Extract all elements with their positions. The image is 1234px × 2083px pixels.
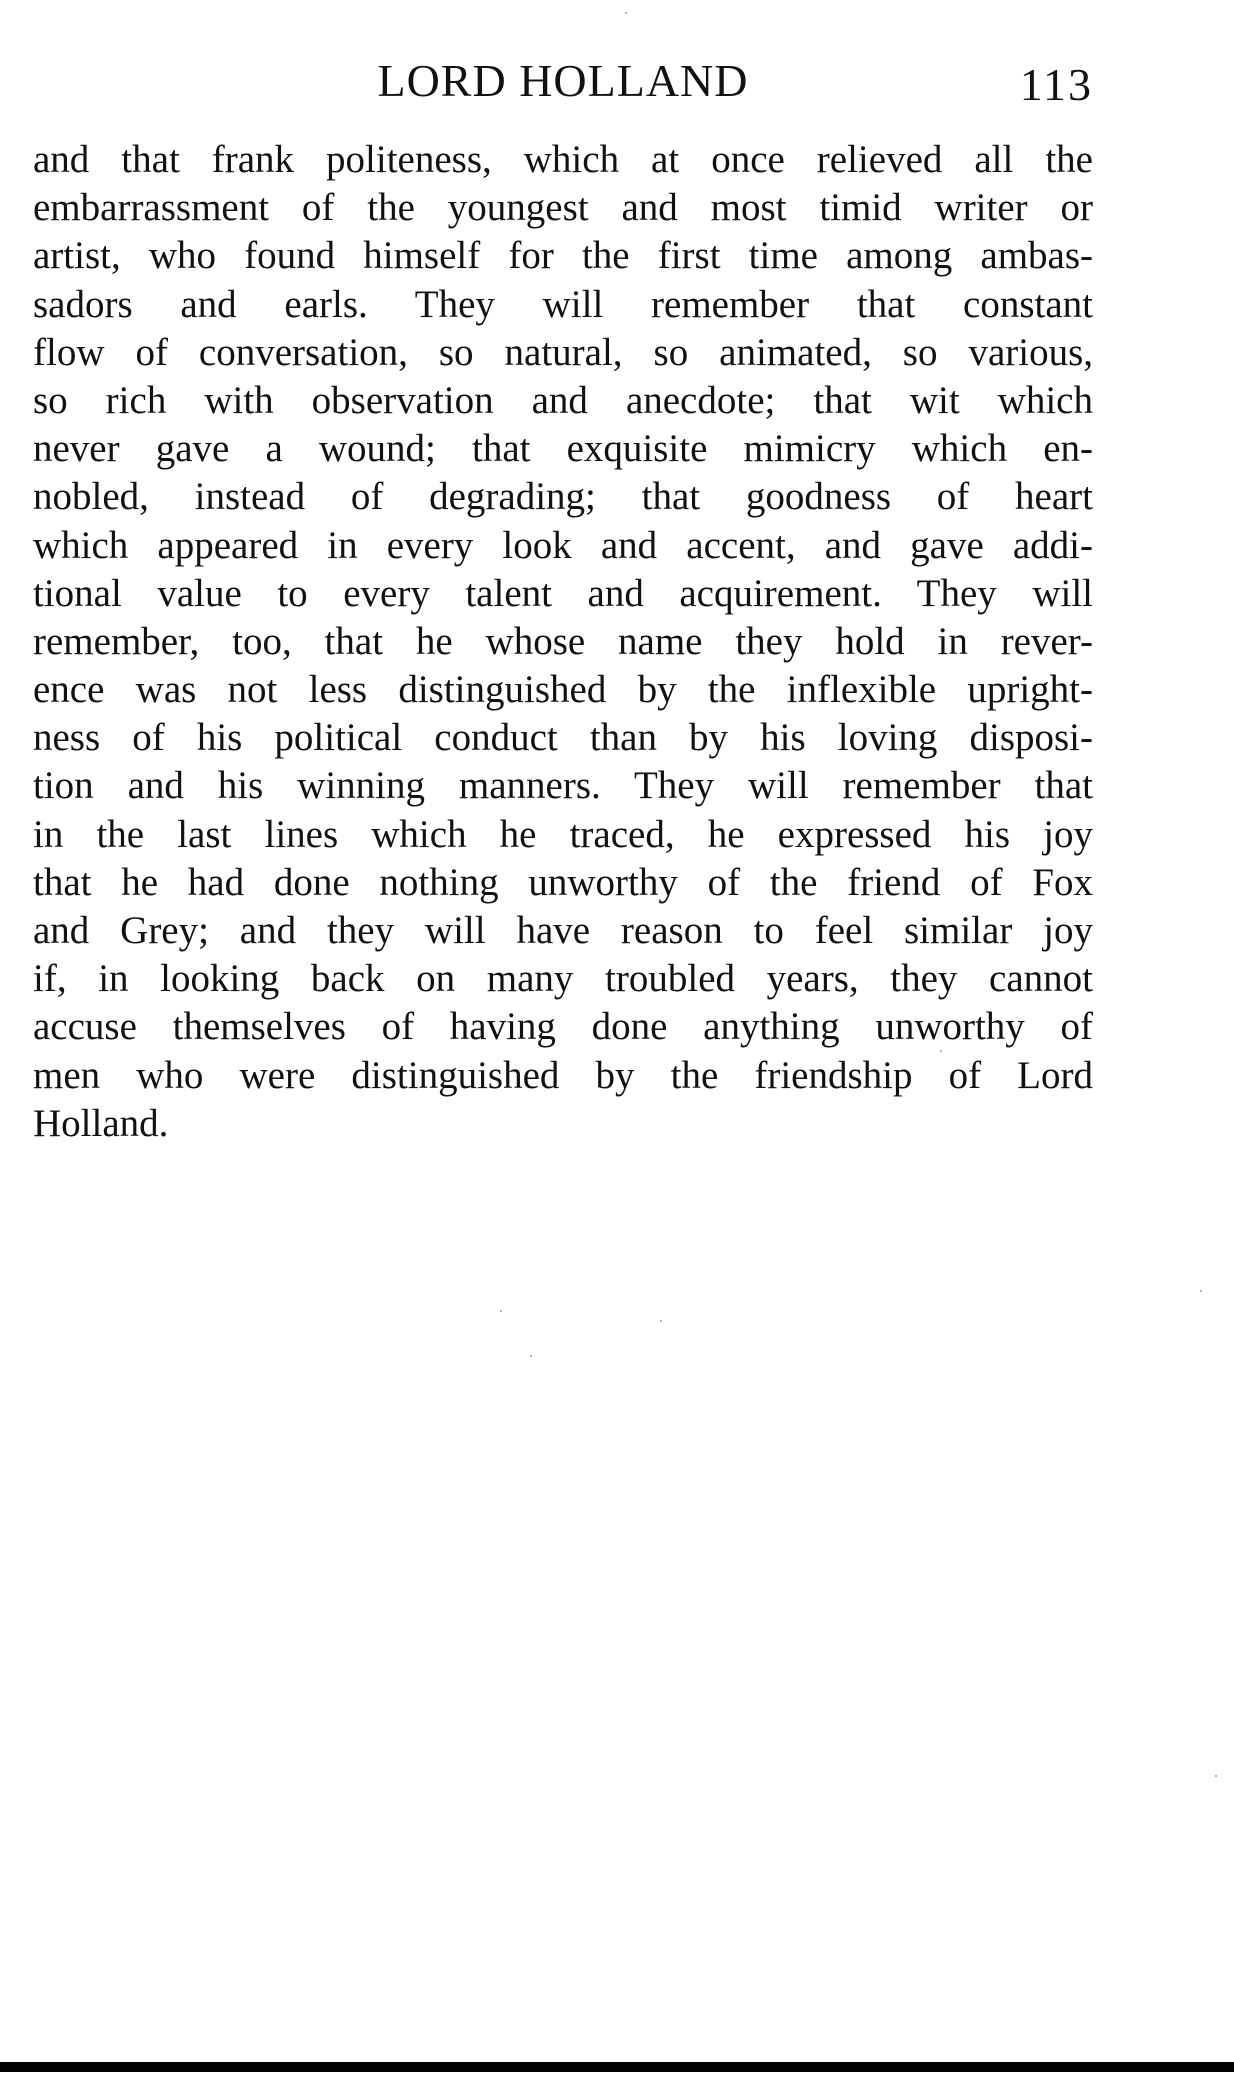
scan-speck — [940, 1050, 942, 1052]
body-text — [33, 136, 1093, 1148]
text-line: and that frank politeness, which at once relieved all the — [33, 138, 1093, 181]
text-line: never gave a wound; that exquisite mimicry which en- — [33, 427, 1093, 471]
text-line: ence was not less distinguished by the inflexible upright- — [33, 668, 1093, 712]
text-line: artist, who found himself for the first time among ambas- — [33, 234, 1093, 278]
text-line: flow of conversation, so natural, so animated, so various, — [33, 330, 1093, 374]
text-line: tional value to every talent and acquirement. They will — [33, 571, 1093, 615]
text-line: remember, too, that he whose name they hold in rever- — [33, 619, 1093, 663]
text-line: tion and his winning manners. They will remember that — [33, 764, 1093, 808]
scan-speck — [625, 12, 627, 14]
text-line: which appeared in every look and accent, and gave addi- — [33, 523, 1093, 567]
text-line: if, in looking back on many troubled years, they cannot — [33, 957, 1093, 1001]
text-line: and Grey; and they will have reason to feel similar joy — [33, 909, 1093, 952]
text-line: accuse themselves of having done anything unworthy of — [33, 1005, 1093, 1049]
text-line: ness of his political conduct than by his loving disposi- — [33, 716, 1093, 760]
scan-speck — [500, 1310, 502, 1312]
bottom-rule — [0, 2062, 1234, 2072]
scan-speck — [1215, 1775, 1217, 1777]
scan-speck — [660, 1320, 662, 1322]
text-line: so rich with observation and anecdote; that wit which — [33, 378, 1093, 422]
scan-speck — [1200, 1290, 1202, 1292]
text-line: embarrassment of the youngest and most timid writer or — [33, 186, 1093, 230]
text-line-final: Holland. — [33, 1101, 169, 1145]
text-line: that he had done nothing unworthy of the friend of Fox — [33, 860, 1093, 904]
scan-speck — [530, 1355, 532, 1357]
text-line: men who were distinguished by the friendship of Lord — [33, 1053, 1093, 1097]
page-number: 113 — [1019, 59, 1093, 110]
text-line: nobled, instead of degrading; that goodness of heart — [33, 475, 1093, 519]
running-header — [33, 50, 1093, 110]
running-title: LORD HOLLAND — [377, 55, 749, 106]
text-line: in the last lines which he traced, he expressed his joy — [33, 812, 1093, 856]
text-line: sadors and earls. They will remember that constant — [33, 282, 1093, 326]
